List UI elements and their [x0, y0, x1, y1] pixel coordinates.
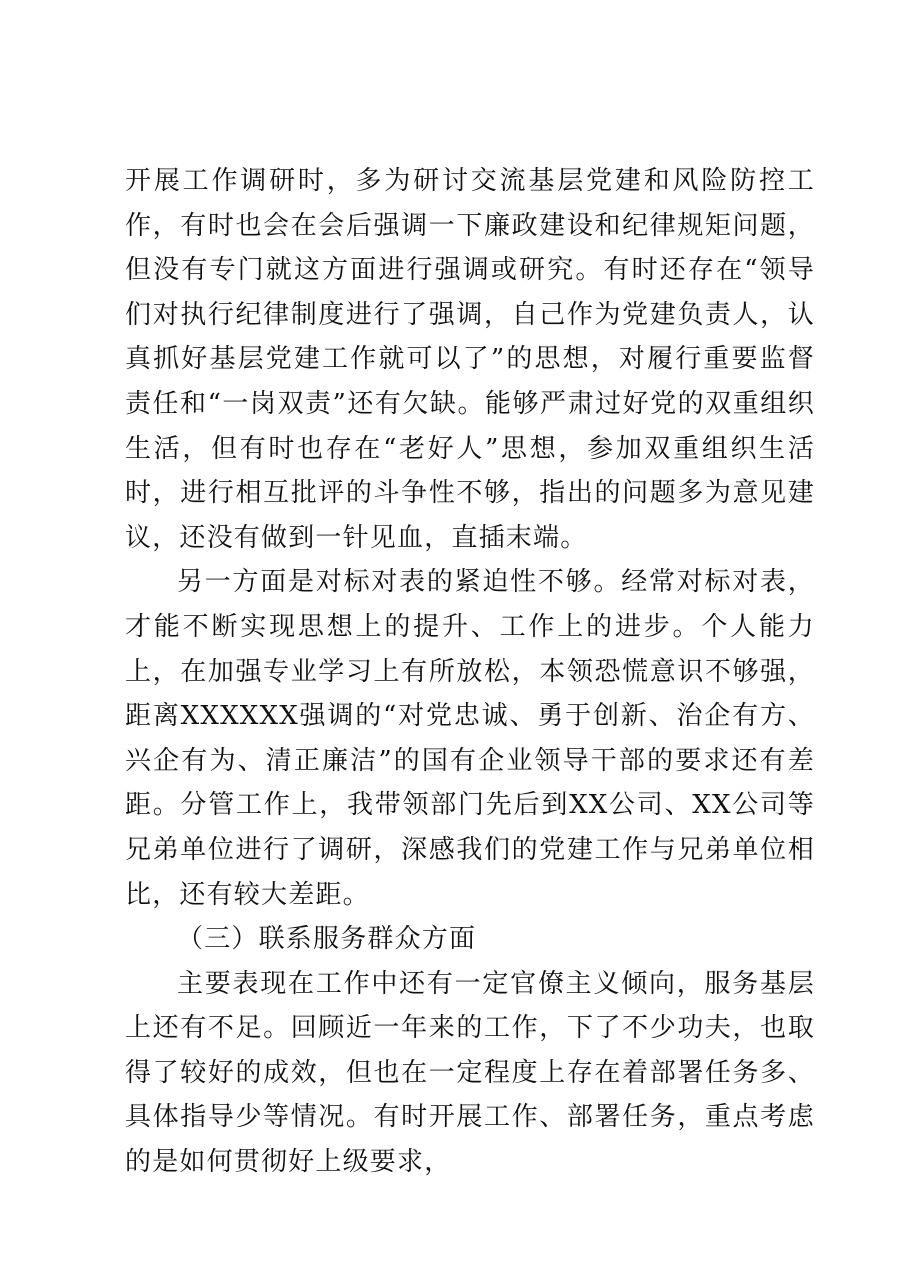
paragraph-benchmarking: 另一方面是对标对表的紧迫性不够。经常对标对表，才能不断实现思想上的提升、工作上的进步。个人能力上，在加强专业学习上有所放松，本领恐慌意识不够强，距离XXXXXX强调的“对党忠诚、勇于创新、治企有方、兴企有为、清正廉洁”的国有企业领导干部的要求还有差距。分管工作上，我带领部门先后到XX公司、XX公司等兄弟单位进行了调研，深感我们的党建工作与兄弟单位相比，还有较大差距。 [125, 567, 815, 910]
document-body [125, 159, 815, 1185]
paragraph-continuation: 开展工作调研时，多为研讨交流基层党建和风险防控工作，有时也会在会后强调一下廉政建设和纪律规矩问题，但没有专门就这方面进行强调或研究。有时还存在“领导们对执行纪律制度进行了强调，自己作为党建负责人，认真抓好基层党建工作就可以了”的思想，对履行重要监督责任和“一岗双责”还有欠缺。能够严肃过好党的双重组织生活，但有时也存在“老好人”思想，参加双重组织生活时，进行相互批评的斗争性不够，指出的问题多为意见建议，还没有做到一针见血，直插末端。 [125, 166, 815, 553]
paragraph-bureaucratism: 主要表现在工作中还有一定官僚主义倾向，服务基层上还有不足。回顾近一年来的工作，下了不少功夫，也取得了较好的成效，但也在一定程度上存在着部署任务多、具体指导少等情况。有时开展工作、部署任务，重点考虑的是如何贯彻好上级要求， [125, 968, 815, 1178]
section-heading-contact-masses: （三）联系服务群众方面 [177, 924, 477, 955]
